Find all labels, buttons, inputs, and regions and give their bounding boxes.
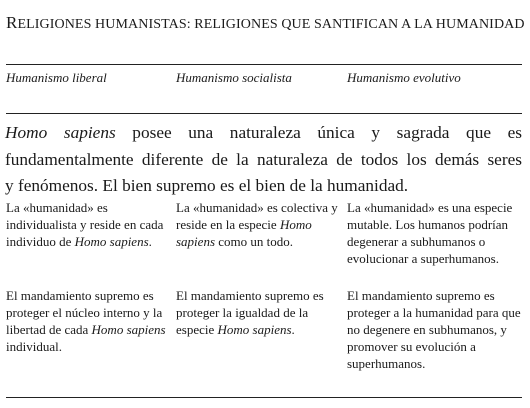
cell-socialista-commandment: El mandamiento supremo es proteger la igualdad de la especie Homo sapiens. — [176, 288, 324, 337]
table-title — [6, 13, 524, 33]
column-header-evolutivo: Humanismo evolutivo — [347, 70, 461, 85]
title-text: ELIGIONES HUMANISTAS: RELIGIONES QUE SANTIFICAN A LA HUMANIDAD — [17, 17, 525, 32]
title-initial: R — [6, 13, 18, 32]
cell-liberal-humanity: La «humanidad» es individualista y reside en cada individuo de Homo sapiens. — [6, 200, 164, 249]
column-header-socialista: Humanismo socialista — [176, 70, 292, 85]
premise-line-3: y fenómenos. El bien supremo es el bien de la humanidad. — [5, 176, 409, 195]
bottom-rule — [6, 397, 522, 398]
cell-socialista-humanity: La «humanidad» es colectiva y reside en la especie Homo sapiens como un todo. — [176, 200, 338, 249]
shared-premise-text — [5, 120, 522, 200]
cell-evolutivo-commandment: El mandamiento supremo es proteger a la humanidad para que no degenere en subhumanos, y promover su evolución a superhumanos. — [347, 288, 521, 371]
premise-line-1: Homo sapiens posee una naturaleza única y sagrada que es — [5, 123, 523, 142]
cell-evolutivo-humanity: La «humanidad» es una especie mutable. Los humanos podrían degenerar a subhumanos o evolucionar a superhumanos. — [347, 200, 513, 266]
premise-line-2: fundamentalmente diferente de la naturaleza de todos los demás seres — [5, 149, 522, 169]
header-rule — [6, 113, 522, 114]
column-headers — [6, 70, 522, 88]
column-header-liberal: Humanismo liberal — [6, 70, 107, 85]
cell-liberal-commandment: El mandamiento supremo es proteger el núcleo interno y la libertad de cada Homo sapiens individual. — [6, 288, 166, 354]
top-rule — [6, 64, 522, 65]
